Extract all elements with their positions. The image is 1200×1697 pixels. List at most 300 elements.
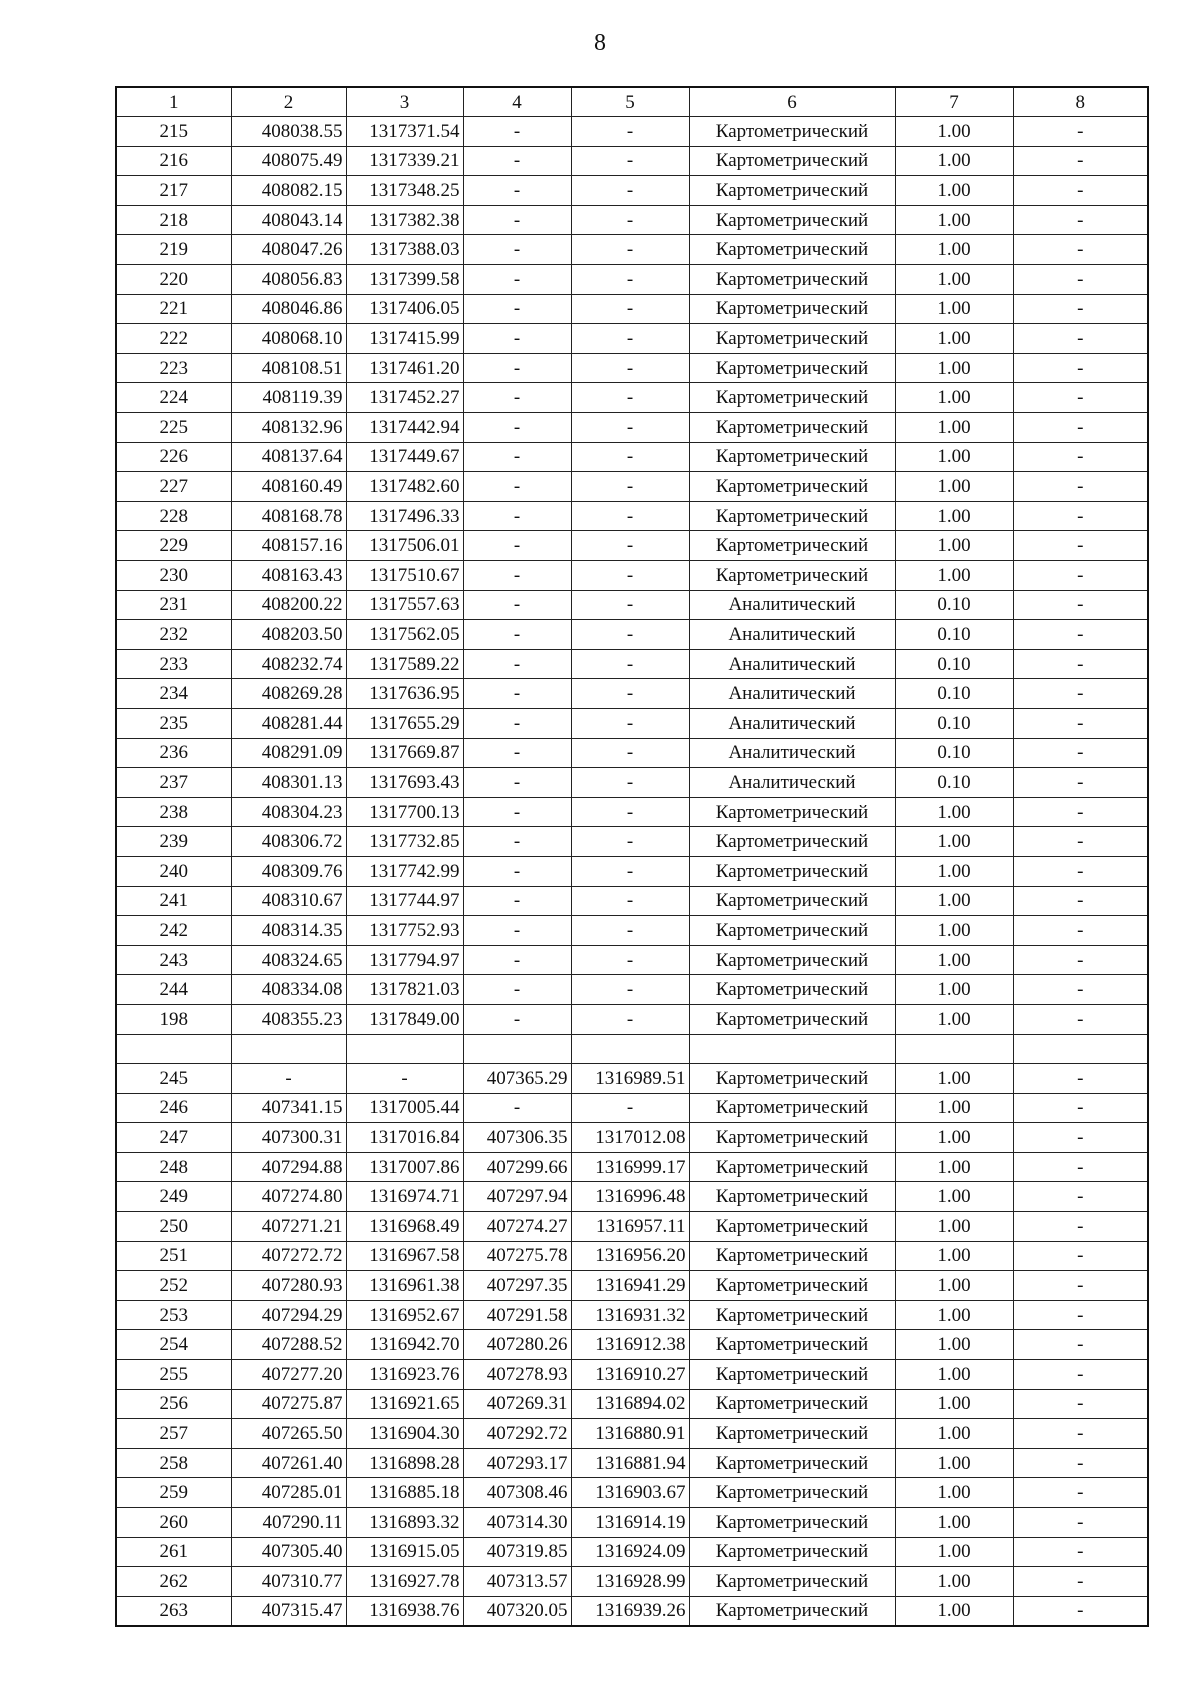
cell-method: Аналитический	[689, 768, 895, 798]
cell-x-coordinate-alt: -	[463, 916, 571, 946]
cell-note: -	[1013, 827, 1148, 857]
cell-accuracy: 1.00	[895, 265, 1013, 295]
cell-point-number: 218	[116, 205, 231, 235]
cell-accuracy: 1.00	[895, 1448, 1013, 1478]
cell-x-coordinate: 408355.23	[231, 1004, 346, 1034]
cell-y-coordinate: 1317557.63	[346, 590, 463, 620]
cell-method: Картометрический	[689, 975, 895, 1005]
cell-note: -	[1013, 620, 1148, 650]
cell-x-coordinate: 408200.22	[231, 590, 346, 620]
cell-x-coordinate-alt: -	[463, 531, 571, 561]
cell-accuracy: 1.00	[895, 1271, 1013, 1301]
cell-method: Картометрический	[689, 1330, 895, 1360]
cell-x-coordinate-alt	[463, 1034, 571, 1064]
cell-y-coordinate-alt: -	[571, 472, 689, 502]
cell-y-coordinate: 1317669.87	[346, 738, 463, 768]
cell-x-coordinate-alt: -	[463, 649, 571, 679]
cell-note: -	[1013, 708, 1148, 738]
table-row	[116, 1300, 1148, 1330]
cell-point-number: 252	[116, 1271, 231, 1301]
cell-method: Картометрический	[689, 146, 895, 176]
cell-point-number: 251	[116, 1241, 231, 1271]
cell-x-coordinate-alt: -	[463, 235, 571, 265]
cell-accuracy: 0.10	[895, 620, 1013, 650]
cell-point-number: 230	[116, 561, 231, 591]
cell-method: Аналитический	[689, 590, 895, 620]
cell-note: -	[1013, 324, 1148, 354]
cell-point-number: 256	[116, 1389, 231, 1419]
cell-accuracy: 1.00	[895, 1419, 1013, 1449]
cell-method: Картометрический	[689, 1241, 895, 1271]
table-row	[116, 1093, 1148, 1123]
cell-method: Картометрический	[689, 383, 895, 413]
cell-accuracy: 1.00	[895, 531, 1013, 561]
table-row	[116, 708, 1148, 738]
cell-x-coordinate-alt: -	[463, 590, 571, 620]
column-header: 4	[463, 87, 571, 117]
cell-method: Картометрический	[689, 561, 895, 591]
cell-point-number: 217	[116, 176, 231, 206]
cell-accuracy: 0.10	[895, 768, 1013, 798]
cell-point-number: 259	[116, 1478, 231, 1508]
cell-y-coordinate-alt: -	[571, 945, 689, 975]
table-row	[116, 886, 1148, 916]
cell-y-coordinate-alt: 1316939.26	[571, 1596, 689, 1626]
cell-y-coordinate: 1317449.67	[346, 442, 463, 472]
table-row	[116, 265, 1148, 295]
cell-accuracy: 1.00	[895, 324, 1013, 354]
cell-note: -	[1013, 1182, 1148, 1212]
cell-point-number: 222	[116, 324, 231, 354]
cell-method: Картометрический	[689, 1064, 895, 1094]
table-row	[116, 501, 1148, 531]
cell-point-number: 262	[116, 1567, 231, 1597]
cell-y-coordinate: 1317339.21	[346, 146, 463, 176]
table-row	[116, 975, 1148, 1005]
cell-note: -	[1013, 1389, 1148, 1419]
cell-y-coordinate-alt: -	[571, 827, 689, 857]
cell-x-coordinate-alt: 407314.30	[463, 1508, 571, 1538]
cell-x-coordinate: 408056.83	[231, 265, 346, 295]
cell-x-coordinate: 408309.76	[231, 856, 346, 886]
cell-note: -	[1013, 531, 1148, 561]
table-row	[116, 1241, 1148, 1271]
cell-y-coordinate	[346, 1034, 463, 1064]
cell-y-coordinate: 1317700.13	[346, 797, 463, 827]
cell-y-coordinate-alt: -	[571, 975, 689, 1005]
cell-method: Аналитический	[689, 649, 895, 679]
cell-y-coordinate: 1317849.00	[346, 1004, 463, 1034]
cell-x-coordinate-alt: 407313.57	[463, 1567, 571, 1597]
cell-method: Картометрический	[689, 1448, 895, 1478]
table-row	[116, 442, 1148, 472]
cell-y-coordinate-alt: 1316881.94	[571, 1448, 689, 1478]
table-row	[116, 1212, 1148, 1242]
cell-note: -	[1013, 679, 1148, 709]
cell-y-coordinate: 1316904.30	[346, 1419, 463, 1449]
cell-accuracy: 1.00	[895, 1360, 1013, 1390]
cell-x-coordinate: 408334.08	[231, 975, 346, 1005]
cell-x-coordinate-alt: 407292.72	[463, 1419, 571, 1449]
cell-accuracy: 0.10	[895, 708, 1013, 738]
cell-point-number: 221	[116, 294, 231, 324]
cell-x-coordinate: 407272.72	[231, 1241, 346, 1271]
cell-y-coordinate-alt: -	[571, 1004, 689, 1034]
cell-x-coordinate-alt: 407306.35	[463, 1123, 571, 1153]
cell-x-coordinate: 407310.77	[231, 1567, 346, 1597]
cell-x-coordinate: 407261.40	[231, 1448, 346, 1478]
cell-y-coordinate-alt: -	[571, 205, 689, 235]
cell-y-coordinate: 1316898.28	[346, 1448, 463, 1478]
cell-point-number: 227	[116, 472, 231, 502]
cell-note: -	[1013, 561, 1148, 591]
cell-method: Картометрический	[689, 1152, 895, 1182]
cell-accuracy: 1.00	[895, 561, 1013, 591]
cell-y-coordinate-alt: 1316894.02	[571, 1389, 689, 1419]
table-row	[116, 916, 1148, 946]
cell-note: -	[1013, 1478, 1148, 1508]
cell-point-number: 220	[116, 265, 231, 295]
cell-x-coordinate: 407341.15	[231, 1093, 346, 1123]
cell-x-coordinate: 407315.47	[231, 1596, 346, 1626]
cell-x-coordinate: 408281.44	[231, 708, 346, 738]
cell-accuracy: 1.00	[895, 1004, 1013, 1034]
cell-point-number: 257	[116, 1419, 231, 1449]
cell-y-coordinate: 1316961.38	[346, 1271, 463, 1301]
cell-accuracy: 0.10	[895, 738, 1013, 768]
cell-method: Картометрический	[689, 1182, 895, 1212]
cell-y-coordinate-alt: 1316928.99	[571, 1567, 689, 1597]
cell-method: Картометрический	[689, 1004, 895, 1034]
cell-x-coordinate-alt: 407275.78	[463, 1241, 571, 1271]
cell-y-coordinate: 1317371.54	[346, 117, 463, 147]
cell-point-number: 228	[116, 501, 231, 531]
cell-method: Картометрический	[689, 176, 895, 206]
cell-accuracy: 1.00	[895, 827, 1013, 857]
cell-accuracy: 1.00	[895, 1152, 1013, 1182]
cell-note: -	[1013, 472, 1148, 502]
cell-note: -	[1013, 945, 1148, 975]
cell-x-coordinate: 408301.13	[231, 768, 346, 798]
cell-x-coordinate: 408324.65	[231, 945, 346, 975]
cell-accuracy: 1.00	[895, 945, 1013, 975]
cell-x-coordinate: 407305.40	[231, 1537, 346, 1567]
cell-point-number: 229	[116, 531, 231, 561]
cell-y-coordinate: -	[346, 1064, 463, 1094]
table-row	[116, 235, 1148, 265]
table-row	[116, 620, 1148, 650]
cell-y-coordinate: 1316927.78	[346, 1567, 463, 1597]
cell-y-coordinate: 1317415.99	[346, 324, 463, 354]
table-row	[116, 738, 1148, 768]
cell-note: -	[1013, 1360, 1148, 1390]
cell-x-coordinate-alt: -	[463, 353, 571, 383]
table-row	[116, 1004, 1148, 1034]
table-row	[116, 1152, 1148, 1182]
cell-point-number: 245	[116, 1064, 231, 1094]
cell-note: -	[1013, 413, 1148, 443]
cell-point-number: 244	[116, 975, 231, 1005]
cell-x-coordinate-alt: -	[463, 176, 571, 206]
cell-x-coordinate: 407300.31	[231, 1123, 346, 1153]
cell-x-coordinate: 408082.15	[231, 176, 346, 206]
cell-point-number: 255	[116, 1360, 231, 1390]
table-row	[116, 856, 1148, 886]
cell-accuracy: 1.00	[895, 1596, 1013, 1626]
cell-method: Картометрический	[689, 1478, 895, 1508]
cell-accuracy: 1.00	[895, 856, 1013, 886]
cell-method: Картометрический	[689, 916, 895, 946]
cell-y-coordinate-alt: -	[571, 768, 689, 798]
cell-x-coordinate: 407265.50	[231, 1419, 346, 1449]
cell-accuracy: 1.00	[895, 383, 1013, 413]
cell-x-coordinate: 407274.80	[231, 1182, 346, 1212]
cell-x-coordinate: 408163.43	[231, 561, 346, 591]
cell-y-coordinate-alt: 1316931.32	[571, 1300, 689, 1330]
cell-method: Картометрический	[689, 235, 895, 265]
cell-y-coordinate-alt: 1316903.67	[571, 1478, 689, 1508]
cell-x-coordinate: 408168.78	[231, 501, 346, 531]
table-row	[116, 590, 1148, 620]
table-row	[116, 827, 1148, 857]
cell-note: -	[1013, 1596, 1148, 1626]
cell-method: Аналитический	[689, 708, 895, 738]
cell-y-coordinate-alt: 1316924.09	[571, 1537, 689, 1567]
cell-x-coordinate: 407275.87	[231, 1389, 346, 1419]
cell-x-coordinate-alt: 407297.35	[463, 1271, 571, 1301]
cell-point-number: 258	[116, 1448, 231, 1478]
cell-y-coordinate-alt: -	[571, 561, 689, 591]
cell-point-number: 253	[116, 1300, 231, 1330]
cell-note: -	[1013, 117, 1148, 147]
cell-y-coordinate: 1317506.01	[346, 531, 463, 561]
cell-method: Картометрический	[689, 117, 895, 147]
table-row	[116, 1360, 1148, 1390]
cell-note: -	[1013, 1004, 1148, 1034]
cell-x-coordinate-alt: -	[463, 827, 571, 857]
cell-note: -	[1013, 590, 1148, 620]
cell-y-coordinate-alt: 1316996.48	[571, 1182, 689, 1212]
cell-method: Картометрический	[689, 1093, 895, 1123]
cell-note	[1013, 1034, 1148, 1064]
cell-accuracy: 1.00	[895, 1567, 1013, 1597]
cell-accuracy: 1.00	[895, 886, 1013, 916]
cell-note: -	[1013, 265, 1148, 295]
cell-y-coordinate: 1316885.18	[346, 1478, 463, 1508]
cell-accuracy: 1.00	[895, 442, 1013, 472]
cell-x-coordinate-alt: -	[463, 768, 571, 798]
cell-y-coordinate: 1317005.44	[346, 1093, 463, 1123]
cell-x-coordinate-alt: 407299.66	[463, 1152, 571, 1182]
cell-point-number: 247	[116, 1123, 231, 1153]
cell-x-coordinate: 407271.21	[231, 1212, 346, 1242]
cell-x-coordinate: 407294.88	[231, 1152, 346, 1182]
cell-accuracy: 1.00	[895, 1212, 1013, 1242]
table-row	[116, 768, 1148, 798]
cell-method: Картометрический	[689, 797, 895, 827]
cell-method: Картометрический	[689, 531, 895, 561]
cell-y-coordinate-alt: -	[571, 620, 689, 650]
table-row	[116, 1034, 1148, 1064]
cell-method: Картометрический	[689, 856, 895, 886]
cell-y-coordinate-alt: -	[571, 679, 689, 709]
cell-x-coordinate: 408157.16	[231, 531, 346, 561]
cell-point-number: 240	[116, 856, 231, 886]
cell-x-coordinate: 408046.86	[231, 294, 346, 324]
cell-note: -	[1013, 1419, 1148, 1449]
cell-y-coordinate: 1316915.05	[346, 1537, 463, 1567]
cell-x-coordinate-alt: -	[463, 265, 571, 295]
table-row	[116, 531, 1148, 561]
cell-y-coordinate: 1316938.76	[346, 1596, 463, 1626]
cell-x-coordinate-alt: 407320.05	[463, 1596, 571, 1626]
cell-x-coordinate-alt: -	[463, 1004, 571, 1034]
table-row	[116, 205, 1148, 235]
cell-y-coordinate: 1317794.97	[346, 945, 463, 975]
cell-method: Аналитический	[689, 738, 895, 768]
cell-point-number: 260	[116, 1508, 231, 1538]
cell-accuracy: 1.00	[895, 413, 1013, 443]
cell-x-coordinate: 408068.10	[231, 324, 346, 354]
cell-accuracy: 1.00	[895, 916, 1013, 946]
cell-note: -	[1013, 146, 1148, 176]
cell-note: -	[1013, 1123, 1148, 1153]
cell-y-coordinate: 1317693.43	[346, 768, 463, 798]
table-row	[116, 353, 1148, 383]
cell-x-coordinate-alt: -	[463, 1093, 571, 1123]
cell-y-coordinate-alt: 1316999.17	[571, 1152, 689, 1182]
cell-y-coordinate: 1317562.05	[346, 620, 463, 650]
cell-y-coordinate-alt: -	[571, 324, 689, 354]
table-row	[116, 472, 1148, 502]
cell-note: -	[1013, 1152, 1148, 1182]
cell-x-coordinate: 408291.09	[231, 738, 346, 768]
cell-method: Картометрический	[689, 1212, 895, 1242]
table-row	[116, 1123, 1148, 1153]
cell-x-coordinate-alt: 407274.27	[463, 1212, 571, 1242]
cell-x-coordinate-alt: 407308.46	[463, 1478, 571, 1508]
cell-point-number: 226	[116, 442, 231, 472]
cell-point-number: 232	[116, 620, 231, 650]
cell-y-coordinate-alt: -	[571, 176, 689, 206]
cell-accuracy: 1.00	[895, 1064, 1013, 1094]
cell-method: Картометрический	[689, 294, 895, 324]
cell-note: -	[1013, 353, 1148, 383]
cell-point-number: 231	[116, 590, 231, 620]
cell-method: Картометрический	[689, 442, 895, 472]
cell-accuracy: 1.00	[895, 176, 1013, 206]
cell-x-coordinate-alt: -	[463, 324, 571, 354]
cell-note: -	[1013, 975, 1148, 1005]
cell-x-coordinate-alt: -	[463, 738, 571, 768]
table-row	[116, 1567, 1148, 1597]
cell-method: Картометрический	[689, 324, 895, 354]
cell-accuracy: 1.00	[895, 1182, 1013, 1212]
cell-x-coordinate-alt: -	[463, 708, 571, 738]
cell-x-coordinate: 408108.51	[231, 353, 346, 383]
cell-x-coordinate: -	[231, 1064, 346, 1094]
table-row	[116, 1182, 1148, 1212]
cell-point-number: 223	[116, 353, 231, 383]
cell-y-coordinate: 1317821.03	[346, 975, 463, 1005]
cell-y-coordinate: 1317461.20	[346, 353, 463, 383]
table-row	[116, 945, 1148, 975]
cell-note: -	[1013, 205, 1148, 235]
cell-y-coordinate-alt: -	[571, 117, 689, 147]
table-row	[116, 1596, 1148, 1626]
cell-accuracy: 1.00	[895, 975, 1013, 1005]
cell-note: -	[1013, 1212, 1148, 1242]
cell-method: Картометрический	[689, 945, 895, 975]
column-header: 6	[689, 87, 895, 117]
cell-point-number	[116, 1034, 231, 1064]
cell-point-number: 249	[116, 1182, 231, 1212]
cell-note: -	[1013, 886, 1148, 916]
cell-x-coordinate-alt: -	[463, 294, 571, 324]
cell-y-coordinate-alt: -	[571, 1093, 689, 1123]
cell-method: Картометрический	[689, 205, 895, 235]
table-row	[116, 1478, 1148, 1508]
cell-y-coordinate-alt: 1316914.19	[571, 1508, 689, 1538]
cell-accuracy: 0.10	[895, 679, 1013, 709]
cell-method: Картометрический	[689, 1596, 895, 1626]
table-row	[116, 294, 1148, 324]
cell-y-coordinate: 1317388.03	[346, 235, 463, 265]
cell-point-number: 238	[116, 797, 231, 827]
cell-y-coordinate-alt: 1316941.29	[571, 1271, 689, 1301]
cell-method: Картометрический	[689, 472, 895, 502]
cell-y-coordinate-alt: 1316880.91	[571, 1419, 689, 1449]
cell-y-coordinate: 1317442.94	[346, 413, 463, 443]
table-row	[116, 1271, 1148, 1301]
cell-point-number: 235	[116, 708, 231, 738]
cell-x-coordinate-alt: 407365.29	[463, 1064, 571, 1094]
cell-x-coordinate-alt: 407269.31	[463, 1389, 571, 1419]
cell-x-coordinate-alt: -	[463, 413, 571, 443]
cell-accuracy: 1.00	[895, 1389, 1013, 1419]
cell-x-coordinate: 408203.50	[231, 620, 346, 650]
cell-method: Картометрический	[689, 1123, 895, 1153]
cell-accuracy: 1.00	[895, 1300, 1013, 1330]
cell-note: -	[1013, 1300, 1148, 1330]
cell-x-coordinate: 408304.23	[231, 797, 346, 827]
cell-y-coordinate-alt: -	[571, 353, 689, 383]
coordinates-table	[115, 86, 1149, 1627]
cell-y-coordinate: 1317399.58	[346, 265, 463, 295]
cell-y-coordinate: 1317382.38	[346, 205, 463, 235]
cell-y-coordinate: 1317348.25	[346, 176, 463, 206]
cell-x-coordinate: 407280.93	[231, 1271, 346, 1301]
column-header: 8	[1013, 87, 1148, 117]
cell-x-coordinate	[231, 1034, 346, 1064]
cell-point-number: 234	[116, 679, 231, 709]
cell-accuracy: 1.00	[895, 294, 1013, 324]
cell-note: -	[1013, 1241, 1148, 1271]
cell-accuracy: 1.00	[895, 146, 1013, 176]
cell-method: Картометрический	[689, 1508, 895, 1538]
cell-note: -	[1013, 856, 1148, 886]
cell-method	[689, 1034, 895, 1064]
cell-x-coordinate: 408075.49	[231, 146, 346, 176]
cell-y-coordinate: 1317452.27	[346, 383, 463, 413]
table-row	[116, 1537, 1148, 1567]
cell-y-coordinate: 1317589.22	[346, 649, 463, 679]
cell-note: -	[1013, 383, 1148, 413]
cell-note: -	[1013, 797, 1148, 827]
cell-note: -	[1013, 768, 1148, 798]
table-row	[116, 1508, 1148, 1538]
cell-accuracy: 1.00	[895, 235, 1013, 265]
